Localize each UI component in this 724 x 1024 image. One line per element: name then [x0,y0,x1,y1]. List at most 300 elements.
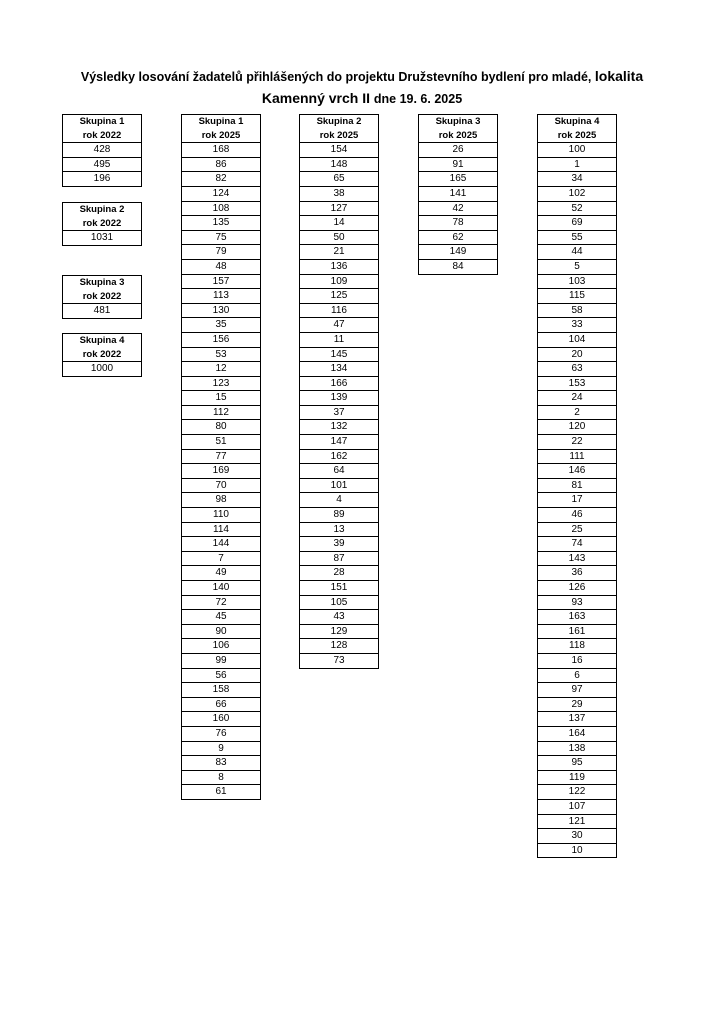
value-cell: 70 [182,478,261,493]
table-row [182,391,261,406]
table-row [182,464,261,479]
table-row [538,216,617,231]
header-row [538,129,617,143]
table-row [182,624,261,639]
value-cell: 64 [300,464,379,479]
value-cell: 114 [182,522,261,537]
table-row [182,230,261,245]
header-row [538,115,617,129]
table-row [182,770,261,785]
header-row [63,334,142,348]
table-row [538,829,617,844]
value-cell: 138 [538,741,617,756]
value-cell: 165 [419,172,498,187]
table-row [182,785,261,800]
table-row [63,304,142,319]
table-row [182,756,261,771]
value-cell: 24 [538,391,617,406]
title-date-text: dne 19. 6. 2025 [373,92,463,106]
value-cell: 115 [538,289,617,304]
table-row [182,405,261,420]
table-row [182,216,261,231]
value-cell: 136 [300,259,379,274]
value-cell: 128 [300,639,379,654]
header-row [63,276,142,290]
group-year-header: rok 2025 [300,129,379,143]
value-cell: 143 [538,551,617,566]
table-skupina-1-rok-2022 [62,114,142,187]
value-cell: 93 [538,595,617,610]
table-row [182,522,261,537]
value-cell: 118 [538,639,617,654]
table-row [538,581,617,596]
table-row [182,332,261,347]
value-cell: 1000 [63,362,142,377]
value-cell: 132 [300,420,379,435]
table-row [182,478,261,493]
value-cell: 74 [538,537,617,552]
value-cell: 63 [538,362,617,377]
table-row [419,216,498,231]
value-cell: 108 [182,201,261,216]
value-cell: 146 [538,464,617,479]
table-row [300,405,379,420]
table-row [182,551,261,566]
group-year-header: rok 2025 [419,129,498,143]
table-row [300,391,379,406]
table-row [300,464,379,479]
group-year-header: rok 2022 [63,348,142,362]
value-cell: 166 [300,376,379,391]
value-cell: 196 [63,172,142,187]
value-cell: 14 [300,216,379,231]
title-lokalita-text: lokalita [594,68,644,84]
table-row [182,610,261,625]
group-year-header: rok 2022 [63,290,142,304]
header-row [182,129,261,143]
table-row [419,143,498,158]
value-cell: 5 [538,259,617,274]
table-row [182,420,261,435]
value-cell: 58 [538,303,617,318]
value-cell: 495 [63,157,142,172]
value-cell: 13 [300,522,379,537]
table-row [182,274,261,289]
group-name-header: Skupina 1 [182,115,261,129]
table-row [538,201,617,216]
value-cell: 51 [182,435,261,450]
table-row [300,362,379,377]
table-skupina-2-rok-2025 [299,114,379,669]
value-cell: 12 [182,362,261,377]
table-row [182,362,261,377]
value-cell: 55 [538,230,617,245]
table-row [538,624,617,639]
value-cell: 38 [300,186,379,201]
value-cell: 81 [538,478,617,493]
table-row [419,157,498,172]
table-row [538,391,617,406]
group-year-header: rok 2022 [63,217,142,231]
value-cell: 149 [419,245,498,260]
value-cell: 69 [538,216,617,231]
table-row [300,551,379,566]
value-cell: 33 [538,318,617,333]
value-cell: 82 [182,172,261,187]
table-row [300,376,379,391]
table-row [300,508,379,523]
value-cell: 80 [182,420,261,435]
value-cell: 48 [182,259,261,274]
table-row [538,814,617,829]
value-cell: 109 [300,274,379,289]
table-row [182,289,261,304]
group-year-header: rok 2022 [63,129,142,143]
table-skupina-3-rok-2025 [418,114,498,275]
table-row [300,245,379,260]
value-cell: 123 [182,376,261,391]
value-cell: 135 [182,216,261,231]
table-skupina-4-rok-2022 [62,333,142,377]
table-row [182,435,261,450]
table-row [538,726,617,741]
table-row [182,303,261,318]
table-row [538,303,617,318]
value-cell: 137 [538,712,617,727]
table-row [182,668,261,683]
value-cell: 144 [182,537,261,552]
table-row [300,274,379,289]
value-cell: 110 [182,508,261,523]
table-row [182,259,261,274]
value-cell: 158 [182,683,261,698]
value-cell: 8 [182,770,261,785]
table-row [182,712,261,727]
value-cell: 91 [419,157,498,172]
value-cell: 111 [538,449,617,464]
table-row [538,230,617,245]
table-row [300,303,379,318]
value-cell: 37 [300,405,379,420]
value-cell: 1 [538,157,617,172]
value-cell: 113 [182,289,261,304]
table-row [63,231,142,246]
table-row [538,639,617,654]
group-name-header: Skupina 1 [63,115,142,129]
table-row [538,712,617,727]
table-row [538,566,617,581]
table-row [419,230,498,245]
table-row [63,172,142,187]
table-row [538,843,617,858]
value-cell: 169 [182,464,261,479]
value-cell: 78 [419,216,498,231]
title-location-text: Kamenný vrch II [261,90,370,106]
value-cell: 39 [300,537,379,552]
table-row [182,318,261,333]
value-cell: 9 [182,741,261,756]
value-cell: 65 [300,172,379,187]
table-row [300,420,379,435]
header-row [63,115,142,129]
value-cell: 2 [538,405,617,420]
table-row [300,493,379,508]
table-row [300,318,379,333]
group-name-header: Skupina 4 [63,334,142,348]
table-row [419,201,498,216]
table-row [538,172,617,187]
value-cell: 95 [538,756,617,771]
table-row [538,683,617,698]
table-row [182,172,261,187]
table-row [538,435,617,450]
table-row [182,157,261,172]
table-row [538,493,617,508]
table-row [182,201,261,216]
value-cell: 130 [182,303,261,318]
table-skupina-4-rok-2025 [537,114,617,858]
value-cell: 157 [182,274,261,289]
table-row [538,610,617,625]
table-row [182,581,261,596]
table-row [300,653,379,668]
value-cell: 30 [538,829,617,844]
table-row [300,230,379,245]
value-cell: 84 [419,259,498,274]
value-cell: 28 [300,566,379,581]
table-row [300,478,379,493]
value-cell: 15 [182,391,261,406]
table-row [63,143,142,158]
value-cell: 105 [300,595,379,610]
table-row [300,581,379,596]
value-cell: 22 [538,435,617,450]
table-row [182,186,261,201]
header-row [419,115,498,129]
group-name-header: Skupina 3 [419,115,498,129]
value-cell: 16 [538,653,617,668]
table-row [538,464,617,479]
table-row [300,216,379,231]
table-row [419,172,498,187]
table-row [300,259,379,274]
table-row [300,639,379,654]
header-row [63,217,142,231]
value-cell: 127 [300,201,379,216]
table-row [182,653,261,668]
value-cell: 90 [182,624,261,639]
value-cell: 161 [538,624,617,639]
table-row [63,362,142,377]
table-row [300,143,379,158]
value-cell: 26 [419,143,498,158]
value-cell: 140 [182,581,261,596]
group-name-header: Skupina 2 [300,115,379,129]
table-row [538,362,617,377]
value-cell: 164 [538,726,617,741]
table-row [538,697,617,712]
table-row [538,741,617,756]
value-cell: 134 [300,362,379,377]
value-cell: 121 [538,814,617,829]
value-cell: 10 [538,843,617,858]
table-row [182,245,261,260]
value-cell: 153 [538,376,617,391]
table-row [182,508,261,523]
header-row [182,115,261,129]
table-row [538,157,617,172]
value-cell: 98 [182,493,261,508]
header-row [63,129,142,143]
table-row [538,245,617,260]
value-cell: 11 [300,332,379,347]
table-row [182,143,261,158]
table-row [63,157,142,172]
value-cell: 77 [182,449,261,464]
table-row [182,347,261,362]
value-cell: 102 [538,186,617,201]
table-skupina-3-rok-2022 [62,275,142,319]
value-cell: 151 [300,581,379,596]
table-row [182,449,261,464]
value-cell: 119 [538,770,617,785]
table-row [182,537,261,552]
value-cell: 29 [538,697,617,712]
table-row [300,566,379,581]
table-skupina-2-rok-2022 [62,202,142,246]
value-cell: 6 [538,668,617,683]
table-row [538,595,617,610]
table-row [538,259,617,274]
value-cell: 72 [182,595,261,610]
table-row [538,756,617,771]
value-cell: 147 [300,435,379,450]
table-row [419,245,498,260]
value-cell: 99 [182,653,261,668]
table-row [538,143,617,158]
value-cell: 76 [182,726,261,741]
table-row [300,435,379,450]
value-cell: 141 [419,186,498,201]
table-row [538,770,617,785]
table-row [538,318,617,333]
table-row [300,449,379,464]
header-row [300,115,379,129]
table-row [182,726,261,741]
value-cell: 120 [538,420,617,435]
value-cell: 83 [182,756,261,771]
table-row [538,347,617,362]
table-row [538,799,617,814]
table-row [538,668,617,683]
table-row [538,537,617,552]
value-cell: 61 [182,785,261,800]
value-cell: 46 [538,508,617,523]
value-cell: 125 [300,289,379,304]
value-cell: 145 [300,347,379,362]
value-cell: 7 [182,551,261,566]
value-cell: 1031 [63,231,142,246]
table-row [300,537,379,552]
value-cell: 45 [182,610,261,625]
table-row [300,157,379,172]
value-cell: 42 [419,201,498,216]
table-row [182,697,261,712]
table-row [182,566,261,581]
value-cell: 116 [300,303,379,318]
header-row [419,129,498,143]
value-cell: 47 [300,318,379,333]
value-cell: 87 [300,551,379,566]
value-cell: 4 [300,493,379,508]
table-row [419,259,498,274]
table-row [538,478,617,493]
table-row [182,639,261,654]
value-cell: 86 [182,157,261,172]
value-cell: 139 [300,391,379,406]
value-cell: 49 [182,566,261,581]
value-cell: 162 [300,449,379,464]
table-row [538,405,617,420]
table-row [300,347,379,362]
table-row [538,332,617,347]
table-row [538,508,617,523]
table-row [538,376,617,391]
value-cell: 107 [538,799,617,814]
header-row [300,129,379,143]
table-row [538,785,617,800]
table-row [300,289,379,304]
value-cell: 20 [538,347,617,362]
value-cell: 148 [300,157,379,172]
value-cell: 122 [538,785,617,800]
value-cell: 168 [182,143,261,158]
value-cell: 35 [182,318,261,333]
value-cell: 52 [538,201,617,216]
group-name-header: Skupina 2 [63,203,142,217]
value-cell: 56 [182,668,261,683]
value-cell: 25 [538,522,617,537]
value-cell: 103 [538,274,617,289]
table-row [538,289,617,304]
table-row [538,653,617,668]
value-cell: 101 [300,478,379,493]
value-cell: 36 [538,566,617,581]
value-cell: 79 [182,245,261,260]
table-row [300,332,379,347]
table-row [182,376,261,391]
table-row [300,595,379,610]
table-row [182,741,261,756]
table-row [300,186,379,201]
value-cell: 34 [538,172,617,187]
value-cell: 75 [182,230,261,245]
table-row [538,186,617,201]
table-row [538,274,617,289]
value-cell: 428 [63,143,142,158]
value-cell: 43 [300,610,379,625]
value-cell: 50 [300,230,379,245]
value-cell: 62 [419,230,498,245]
header-row [63,290,142,304]
value-cell: 104 [538,332,617,347]
table-row [300,624,379,639]
table-row [182,595,261,610]
document-title-line-2 [0,90,724,106]
value-cell: 44 [538,245,617,260]
table-row [300,201,379,216]
value-cell: 154 [300,143,379,158]
